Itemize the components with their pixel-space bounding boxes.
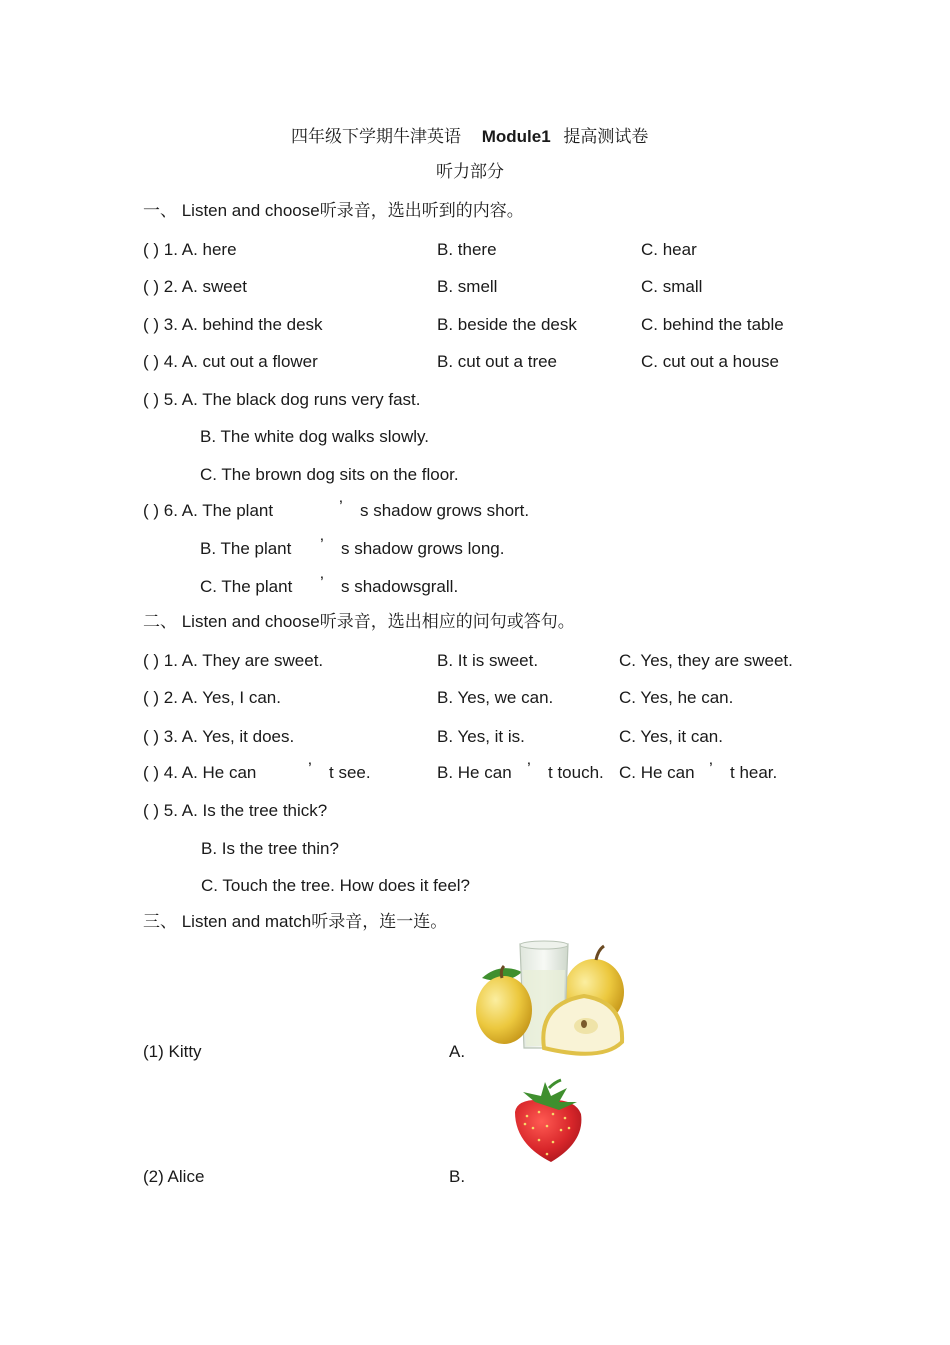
section-2-heading: 二、 Listen and choose听录音，选出相应的问句或答句。 xyxy=(143,612,575,631)
section-3-heading: 三、 Listen and match听录音，连一连。 xyxy=(143,912,448,931)
s2-q4-option-c-part1: C. He can xyxy=(619,763,695,782)
s1-q1-option-a: ( ) 1. A. here xyxy=(143,240,237,259)
s1-q6-option-c-apostrophe: ’ xyxy=(320,573,324,592)
s2-q2-option-a: ( ) 2. A. Yes, I can. xyxy=(143,688,281,707)
match-name-alice: (2) Alice xyxy=(143,1167,205,1186)
s1-q3-option-c: C. behind the table xyxy=(641,315,784,334)
s2-q4-option-b-apostrophe: ’ xyxy=(527,759,531,778)
s1-q5-option-c: C. The brown dog sits on the floor. xyxy=(200,465,459,484)
s2-q5-option-a: ( ) 5. A. Is the tree thick? xyxy=(143,801,328,820)
strawberry-image xyxy=(505,1078,593,1166)
s2-q1-option-c: C. Yes, they are sweet. xyxy=(619,651,793,670)
s1-q4-option-a: ( ) 4. A. cut out a flower xyxy=(143,352,318,371)
s1-q5-option-b: B. The white dog walks slowly. xyxy=(200,427,429,446)
pears-and-juice-image xyxy=(474,940,629,1058)
s2-q3-option-c: C. Yes, it can. xyxy=(619,727,723,746)
s1-q1-option-b: B. there xyxy=(437,240,497,259)
match-letter-a: A. xyxy=(449,1042,466,1061)
match-letter-b: B. xyxy=(449,1167,466,1186)
match-name-kitty: (1) Kitty xyxy=(143,1042,202,1061)
s1-q5-option-a: ( ) 5. A. The black dog runs very fast. xyxy=(143,390,421,409)
s1-q6-option-c-part2: s shadowsgrall. xyxy=(341,577,459,596)
s2-q4-option-a-part1: ( ) 4. A. He can xyxy=(143,763,257,782)
s1-q1-option-c: C. hear xyxy=(641,240,697,259)
s1-q6-option-b-apostrophe: ’ xyxy=(320,535,324,554)
title-module: Module1 xyxy=(481,127,551,146)
section-1-heading: 一、 Listen and choose听录音，选出听到的内容。 xyxy=(143,201,524,220)
title-prefix: 四年级下学期牛津英语 xyxy=(291,127,461,146)
s1-q4-option-b: B. cut out a tree xyxy=(437,352,558,371)
s2-q4-option-a-part2: t see. xyxy=(329,763,371,782)
s2-q3-option-a: ( ) 3. A. Yes, it does. xyxy=(143,727,295,746)
s2-q4-option-c-apostrophe: ’ xyxy=(709,759,713,778)
page-subtitle: 听力部分 xyxy=(436,162,504,181)
s2-q1-option-b: B. It is sweet. xyxy=(437,651,539,670)
s2-q2-option-b: B. Yes, we can. xyxy=(437,688,554,707)
s2-q4-option-a-apostrophe: ’ xyxy=(308,759,312,778)
s2-q1-option-a: ( ) 1. A. They are sweet. xyxy=(143,651,324,670)
s1-q6-option-b-part2: s shadow grows long. xyxy=(341,539,505,558)
s2-q4-option-b-part1: B. He can xyxy=(437,763,512,782)
s2-q4-option-c-part2: t hear. xyxy=(730,763,778,782)
s1-q2-option-a: ( ) 2. A. sweet xyxy=(143,277,247,296)
s1-q6-option-a-part1: ( ) 6. A. The plant xyxy=(143,501,274,520)
s1-q6-option-a-part2: s shadow grows short. xyxy=(360,501,530,520)
s1-q6-option-a-apostrophe: ’ xyxy=(339,497,343,516)
title-suffix: 提高测试卷 xyxy=(563,127,649,146)
s2-q2-option-c: C. Yes, he can. xyxy=(619,688,734,707)
page-title xyxy=(291,127,648,147)
s2-q5-option-c: C. Touch the tree. How does it feel? xyxy=(201,876,471,895)
s2-q5-option-b: B. Is the tree thin? xyxy=(201,839,339,858)
s1-q4-option-c: C. cut out a house xyxy=(641,352,779,371)
s1-q3-option-b: B. beside the desk xyxy=(437,315,577,334)
s2-q3-option-b: B. Yes, it is. xyxy=(437,727,525,746)
s2-q4-option-b-part2: t touch. xyxy=(548,763,604,782)
s1-q2-option-c: C. small xyxy=(641,277,703,296)
s1-q2-option-b: B. smell xyxy=(437,277,498,296)
s1-q6-option-c-part1: C. The plant xyxy=(200,577,293,596)
s1-q6-option-b-part1: B. The plant xyxy=(200,539,292,558)
s1-q3-option-a: ( ) 3. A. behind the desk xyxy=(143,315,323,334)
